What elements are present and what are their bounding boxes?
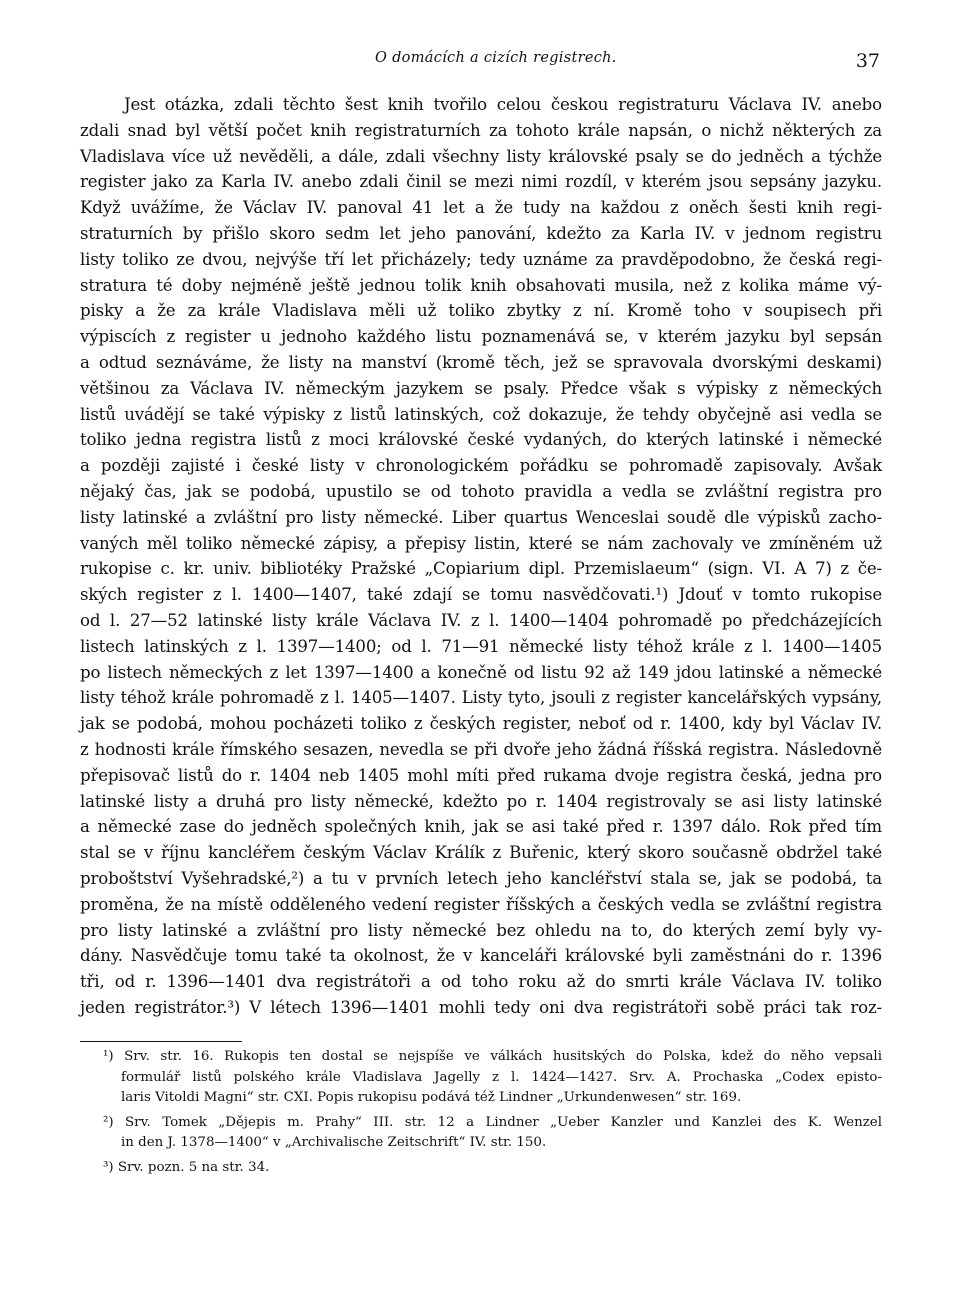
footnote-3 — [80, 1158, 882, 1179]
text-line: proměna, že na místě odděleného vedení register říšských a českých vedla se zvláštní registra — [80, 894, 882, 914]
footnote-line: ¹) Srv. str. 16. Rukopis ten dostal se nejspíše ve válkách husitských do Polska, kdež do něho vepsali — [103, 1049, 882, 1064]
text-line: dány. Nasvědčuje tomu také ta okolnost, že v kanceláři královské byli zaměstnáni do r. 1396 — [80, 946, 882, 966]
text-line: Vladislava více už nevěděli, a dále, zdali všechny listy královské psaly se do jedněch a týchže — [80, 146, 882, 166]
footnote-line: ²) Srv. Tomek „Dějepis m. Prahy“ III. str. 12 a Lindner „Ueber Kanzler und Kanzlei des K. Wenzel — [103, 1114, 882, 1130]
page-number: 37 — [855, 50, 880, 72]
text-line: register jako za Karla IV. anebo zdali činil se mezi nimi rozdíl, v kterém jsou sepsány jazyku. — [80, 172, 882, 192]
text-line: listy latinské a zvláštní pro listy německé. Liber quartus Wenceslai soudě dle výpisků zacho- — [80, 507, 882, 527]
text-line: tři, od r. 1396—1401 dva registrátoři a od toho roku až do smrti krále Václava IV. toliko — [80, 972, 882, 992]
footnote-divider — [80, 1041, 242, 1042]
text-line: jak se podobá, mohou pocházeti toliko z českých register, neboť od r. 1400, kdy byl Václav IV. — [80, 714, 882, 734]
text-line: nějaký čas, jak se podobá, upustilo se od tohoto pravidla a vedla se zvláštní registra pro — [80, 481, 882, 501]
footnote-line: ³) Srv. pozn. 5 na str. 34. — [103, 1159, 270, 1175]
footnote-1 — [80, 1047, 882, 1109]
text-line: rukopise c. kr. univ. bibliotéky Pražské „Copiarium dipl. Przemislaeum“ (sign. VI. A 7) z če- — [80, 559, 882, 579]
text-line: a odtud seznáváme, že listy na manství (kromě těch, jež se spravovala dvorskými deskami) — [80, 352, 882, 372]
text-line: pro listy latinské a zvláštní pro listy německé bez ohledu na to, do kterých zemí byly vy- — [80, 920, 882, 940]
text-line: stal se v říjnu kancléřem českým Václav Králík z Buřenic, který skoro současně obdržel také — [80, 843, 882, 863]
footnote-2 — [80, 1113, 882, 1154]
text-line: proboštství Vyšehradské,²) a tu v prvních letech jeho kancléřství stala se, jak se podobá, ta — [80, 868, 882, 888]
footnotes — [80, 1047, 882, 1179]
text-line: listů uvádějí se také výpisky z listů latinských, což dokazuje, že tehdy obyčejně asi vedla se — [80, 404, 882, 424]
text-line: Když uvážíme, že Václav IV. panoval 41 let a že tudy na každou z oněch šesti knih regi- — [80, 198, 882, 218]
text-line: většinou za Václava IV. německým jazykem se psaly. Předce však s výpisky z německých — [80, 378, 882, 398]
text-line: listech latinských z l. 1397—1400; od l. 71—91 německé listy téhož krále z l. 1400—1405 — [80, 636, 882, 656]
text-line: a později zajisté i české listy v chronologickém pořádku se pohromadě zapisovaly. Avšak — [80, 456, 882, 476]
text-line: a německé zase do jedněch společných knih, jak se asi také před r. 1397 dálo. Rok před tím — [80, 817, 882, 837]
text-line: výpiscích z register u jednoho každého listu poznamenává se, v kterém jazyku byl sepsán — [80, 327, 882, 347]
footnote-line: formulář listů polského krále Vladislava Jagelly z l. 1424—1427. Srv. A. Prochaska „Codex episto- — [121, 1069, 882, 1085]
running-header — [80, 50, 880, 76]
text-line: od l. 27—52 latinské listy krále Václava IV. z l. 1400—1404 pohromadě po předcházejících — [80, 610, 882, 630]
text-line: stratura té doby nejméně ještě jednou tolik knih obsahovati musila, než z kolika máme vý- — [80, 275, 882, 295]
text-line: toliko jedna registra listů z moci královské české vydaných, do kterých latinské i německé — [80, 430, 882, 450]
text-line: listy téhož krále pohromadě z l. 1405—1407. Listy tyto, jsouli z register kancelářských vypsány, — [80, 688, 882, 708]
text-line: po listech německých z let 1397—1400 a konečně od listu 92 až 149 jdou latinské a německé — [80, 662, 882, 682]
body-paragraph — [80, 92, 882, 1021]
text-line: z hodnosti krále římského sesazen, nevedla se při dvoře jeho žádná říšská registra. Následovně — [80, 739, 882, 759]
text-line: zdali snad byl větší počet knih registraturních za tohoto krále napsán, o nichž některých za — [80, 120, 882, 140]
running-title: O domácích a cizích registrech. — [375, 50, 617, 66]
footnote-line: laris Vitoldi Magni“ str. CXI. Popis rukopisu podává též Lindner „Urkundenwesen“ str. 169. — [121, 1090, 742, 1106]
text-line: přepisovač listů do r. 1404 neb 1405 mohl míti před rukama dvoje registra česká, jedna pro — [80, 765, 882, 785]
footnote-line: in den J. 1378—1400“ v „Archivalische Zeitschrift“ IV. str. 150. — [121, 1135, 547, 1151]
text-line: ských register z l. 1400—1407, také zdají se tomu nasvědčovati.¹) Jdouť v tomto rukopise — [80, 585, 882, 605]
text-line: straturních by přišlo skoro sedm let jeho panování, kdežto za Karla IV. v jednom registru — [80, 223, 882, 243]
text-line: listy toliko ze dvou, nejvýše tří let přicházely; tedy uznáme za pravděpodobno, že česká regi- — [80, 249, 882, 269]
text-line: jeden registrátor.³) V létech 1396—1401 mohli tedy oni dva registrátoři sobě práci tak roz- — [80, 997, 882, 1017]
text-line: Jest otázka, zdali těchto šest knih tvořilo celou českou registraturu Václava IV. anebo — [124, 95, 882, 114]
text-line: pisky a že za krále Vladislava měli už toliko zbytky z ní. Kromě toho v soupisech při — [80, 301, 882, 321]
text-line: vaných měl toliko německé zápisy, a přepisy listin, které se nám zachovaly ve zmíněném už — [80, 533, 882, 553]
text-line: latinské listy a druhá pro listy německé, kdežto po r. 1404 registrovaly se asi listy latinské — [80, 791, 882, 811]
